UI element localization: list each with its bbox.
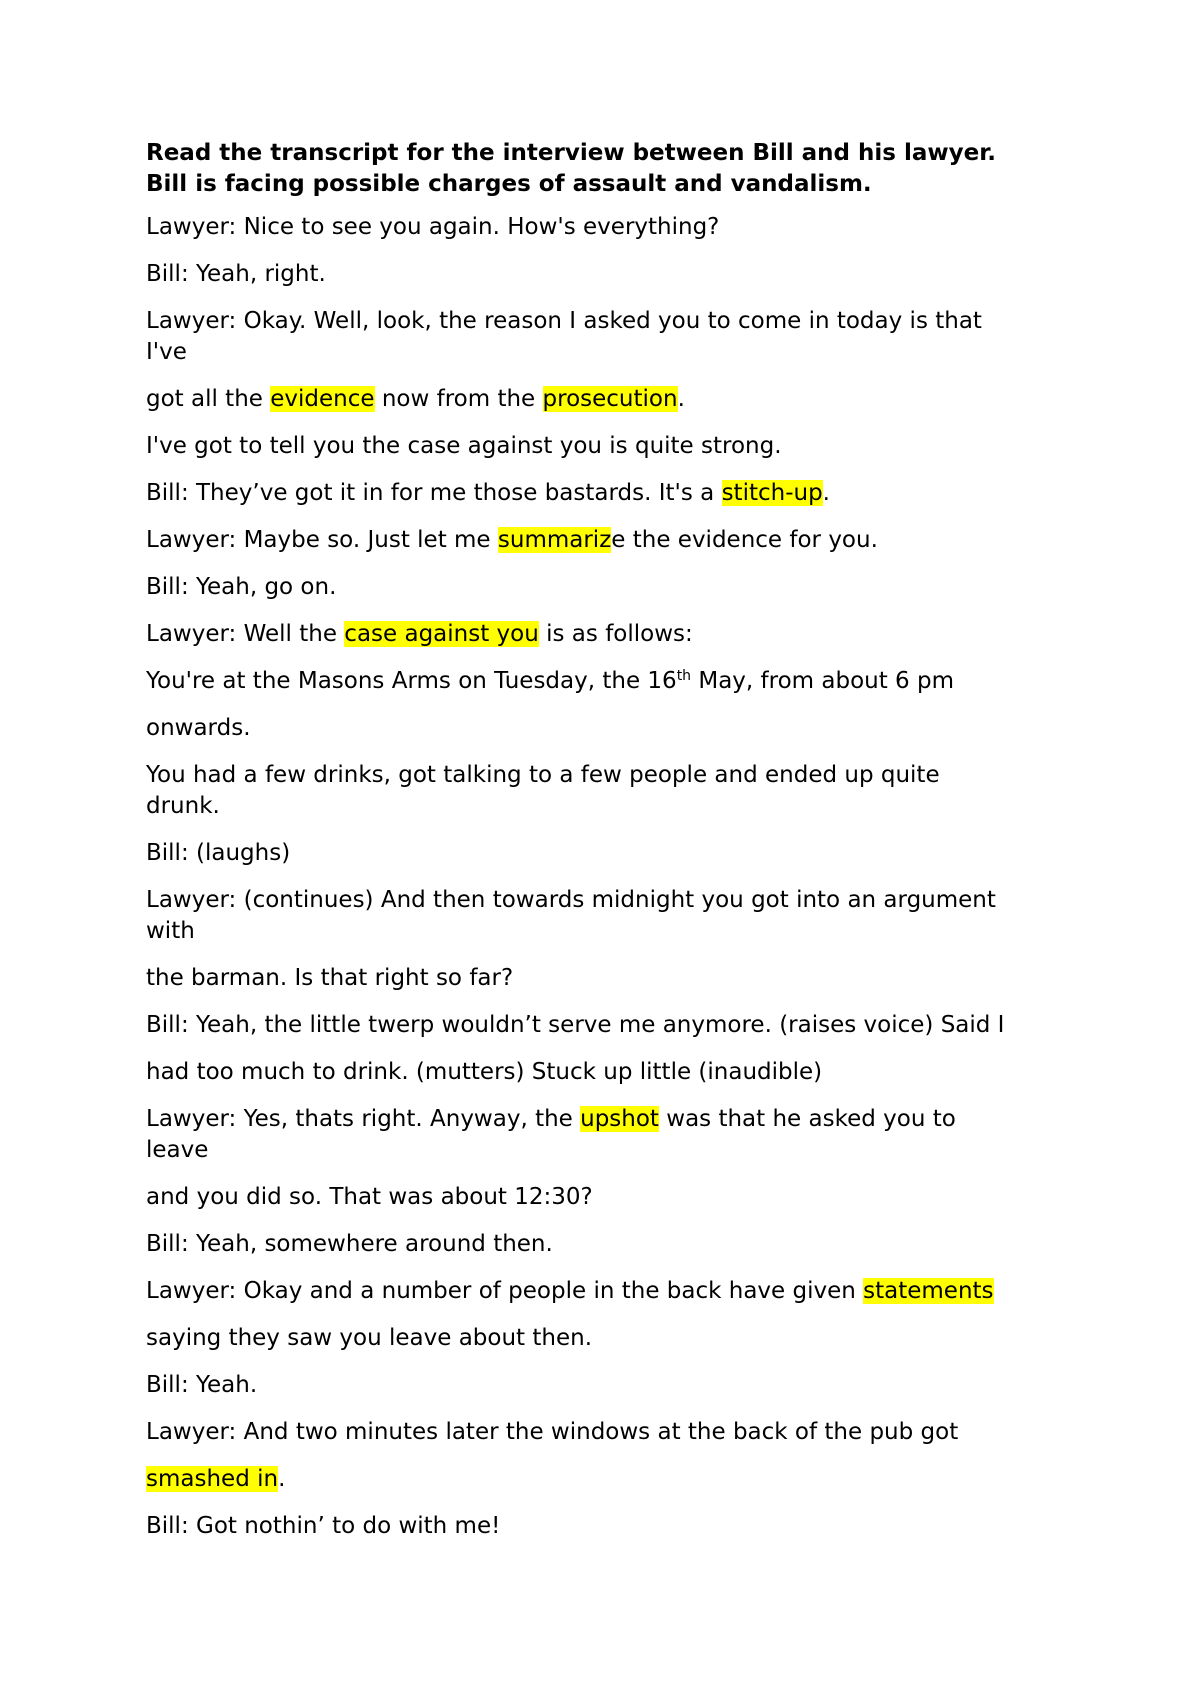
transcript-line bbox=[146, 431, 1076, 462]
line-text: Bill: They’ve got it in for me those bastards. It's a bbox=[146, 480, 722, 506]
line-text: e the evidence for you. bbox=[611, 527, 878, 553]
transcript-line bbox=[146, 963, 1076, 994]
line-text: the barman. Is that right so far? bbox=[146, 965, 514, 991]
transcript-line bbox=[146, 1511, 1076, 1542]
line-text: Bill: (laughs) bbox=[146, 840, 291, 866]
transcript-line bbox=[146, 212, 1076, 243]
line-text: Lawyer: Okay. Well, look, the reason I asked you to come in today is that bbox=[146, 308, 982, 334]
ordinal-suffix: th bbox=[676, 668, 692, 684]
line-text: Bill: Yeah. bbox=[146, 1372, 258, 1398]
transcript-line bbox=[146, 1464, 1076, 1495]
line-text: Lawyer: (continues) And then towards midnight you got into an argument bbox=[146, 887, 996, 913]
transcript-line bbox=[146, 1229, 1076, 1260]
transcript-line bbox=[146, 384, 1076, 415]
highlighted-term: evidence bbox=[270, 386, 375, 412]
line-text: Lawyer: Okay and a number of people in the back have given bbox=[146, 1278, 864, 1304]
transcript-line bbox=[146, 1010, 1076, 1041]
line-text: now from the bbox=[374, 386, 543, 412]
line-text: . bbox=[278, 1466, 286, 1492]
line-text: Lawyer: Well the bbox=[146, 621, 345, 647]
transcript-line bbox=[146, 1370, 1076, 1401]
transcript-line bbox=[146, 838, 1076, 869]
line-text: leave bbox=[146, 1137, 209, 1163]
line-text: Bill: Yeah, go on. bbox=[146, 574, 337, 600]
transcript-line bbox=[146, 1104, 1076, 1166]
document-body bbox=[146, 138, 1076, 1558]
line-text: . bbox=[677, 386, 685, 412]
transcript-line bbox=[146, 1057, 1076, 1088]
highlighted-term: smashed in bbox=[146, 1466, 279, 1492]
transcript-line bbox=[146, 1182, 1076, 1213]
transcript bbox=[146, 212, 1076, 1542]
line-text: got all the bbox=[146, 386, 271, 412]
highlighted-term: stitch-up bbox=[721, 480, 823, 506]
transcript-line bbox=[146, 259, 1076, 290]
transcript-line bbox=[146, 1276, 1076, 1307]
highlighted-term: summariz bbox=[497, 527, 612, 553]
highlighted-term: statements bbox=[863, 1278, 994, 1304]
highlighted-term: case against you bbox=[344, 621, 539, 647]
line-text: Lawyer: And two minutes later the windows at the back of the pub got bbox=[146, 1419, 959, 1445]
line-text: saying they saw you leave about then. bbox=[146, 1325, 593, 1351]
instruction-heading bbox=[146, 138, 1076, 200]
line-text: Lawyer: Maybe so. Just let me bbox=[146, 527, 498, 553]
transcript-line bbox=[146, 478, 1076, 509]
transcript-line bbox=[146, 1323, 1076, 1354]
line-text: is as follows: bbox=[538, 621, 693, 647]
line-text: drunk. bbox=[146, 793, 220, 819]
transcript-line bbox=[146, 572, 1076, 603]
line-text: onwards. bbox=[146, 715, 251, 741]
transcript-line bbox=[146, 306, 1076, 368]
transcript-line bbox=[146, 885, 1076, 947]
line-text: I've got to tell you the case against you is quite strong. bbox=[146, 433, 782, 459]
line-text: Bill: Yeah, right. bbox=[146, 261, 326, 287]
line-text: I've bbox=[146, 339, 187, 365]
line-text: Lawyer: Nice to see you again. How's everything? bbox=[146, 214, 720, 240]
transcript-line bbox=[146, 1417, 1076, 1448]
line-text: was that he asked you to bbox=[658, 1106, 956, 1132]
line-text: had too much to drink. (mutters) Stuck up little (inaudible) bbox=[146, 1059, 823, 1085]
line-text: . bbox=[822, 480, 830, 506]
line-text: Bill: Got nothin’ to do with me! bbox=[146, 1513, 501, 1539]
transcript-line bbox=[146, 666, 1076, 697]
transcript-line bbox=[146, 713, 1076, 744]
line-text: Bill: Yeah, somewhere around then. bbox=[146, 1231, 553, 1257]
line-text: You're at the Masons Arms on Tuesday, the 16 bbox=[146, 668, 677, 694]
transcript-line bbox=[146, 525, 1076, 556]
heading-line-1: Read the transcript for the interview between Bill and his lawyer. bbox=[146, 140, 997, 166]
highlighted-term: prosecution bbox=[542, 386, 678, 412]
line-text: Lawyer: Yes, thats right. Anyway, the bbox=[146, 1106, 581, 1132]
line-text: You had a few drinks, got talking to a few people and ended up quite bbox=[146, 762, 940, 788]
line-text: and you did so. That was about 12:30? bbox=[146, 1184, 593, 1210]
highlighted-term: upshot bbox=[580, 1106, 659, 1132]
heading-line-2: Bill is facing possible charges of assault and vandalism. bbox=[146, 171, 872, 197]
line-text: Bill: Yeah, the little twerp wouldn’t serve me anymore. (raises voice) Said I bbox=[146, 1012, 1005, 1038]
transcript-line bbox=[146, 760, 1076, 822]
line-text: with bbox=[146, 918, 195, 944]
transcript-line bbox=[146, 619, 1076, 650]
line-text: May, from about 6 pm bbox=[691, 668, 955, 694]
